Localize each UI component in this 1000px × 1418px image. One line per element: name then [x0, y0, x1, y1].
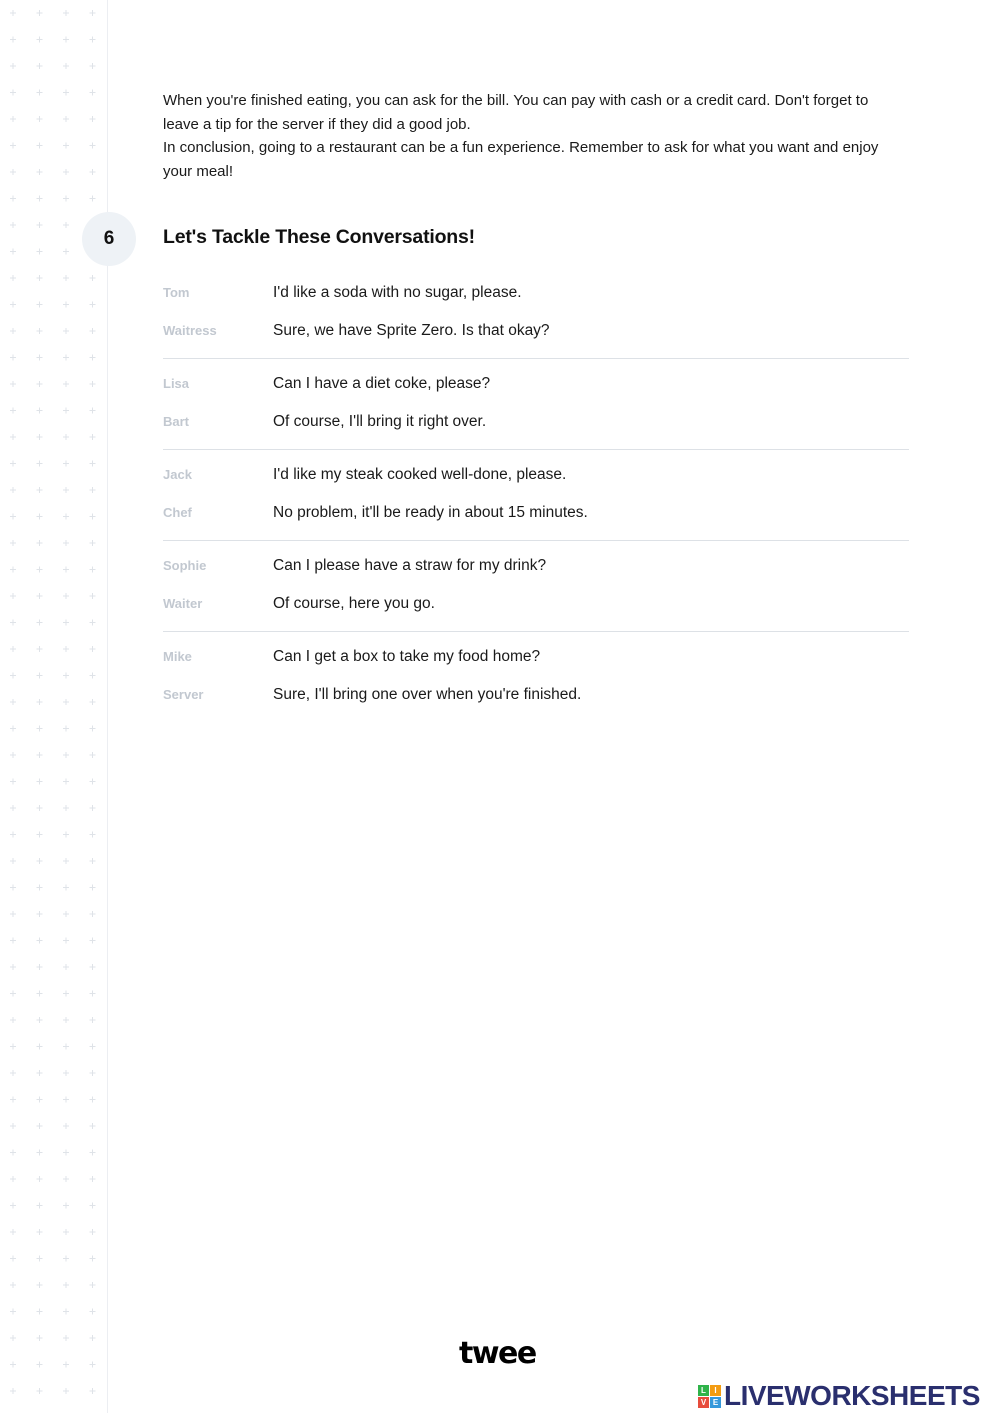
speaker-name: Tom: [163, 285, 190, 300]
section-title: Let's Tackle These Conversations!: [163, 226, 475, 248]
dialogue-text: Of course, I'll bring it right over.: [273, 412, 487, 430]
speaker-name: Waiter: [163, 595, 203, 611]
dialogue-line: [163, 638, 909, 676]
dialogue-line: [163, 494, 909, 532]
conversation-block: [163, 541, 909, 632]
dialogue-text: Can I please have a straw for my drink?: [273, 557, 547, 574]
dialogue-text: Can I get a box to take my food home?: [273, 648, 541, 665]
dialogue-line: [163, 547, 909, 585]
dialogue-text: I'd like my steak cooked well-done, please.: [273, 466, 567, 483]
dialogue-text: Can I have a diet coke, please?: [273, 375, 491, 392]
speaker-name: Bart: [163, 413, 190, 429]
dialogue-text: Sure, we have Sprite Zero. Is that okay?: [273, 321, 550, 339]
speaker-name: Mike: [163, 649, 192, 664]
intro-paragraph-1: When you're finished eating, you can ask for the bill. You can pay with cash or a credit card. Don't forget to leave a tip for the server if they did a good job.: [163, 92, 869, 133]
dialogue-text: I'd like a soda with no sugar, please.: [273, 284, 522, 301]
speaker-name: Server: [163, 686, 204, 702]
dialogue-text: Sure, I'll bring one over when you're finished.: [273, 685, 582, 703]
dot-grid-decoration: [0, 0, 108, 1413]
dialogue-line: [163, 456, 909, 494]
dialogue-line: [163, 365, 909, 403]
liveworksheets-wordmark: LIVEWORKSHEETS: [724, 1380, 980, 1411]
conversation-block: [163, 450, 909, 541]
section-number-badge: 6: [82, 212, 136, 266]
conversation-list: [163, 268, 909, 722]
intro-paragraph-2: In conclusion, going to a restaurant can be a fun experience. Remember to ask for what you want and enjoy your meal!: [163, 139, 879, 180]
conversation-block: [163, 632, 909, 722]
dialogue-text: No problem, it'll be ready in about 15 minutes.: [273, 503, 588, 521]
speaker-name: Sophie: [163, 558, 207, 573]
speaker-name: Waitress: [163, 322, 217, 338]
liveworksheets-logo-icon: [698, 1385, 721, 1408]
dialogue-line: [163, 585, 909, 623]
logo-square: V: [698, 1397, 709, 1408]
speaker-name: Jack: [163, 467, 192, 482]
dialogue-line: [163, 312, 909, 350]
dialogue-line: [163, 274, 909, 312]
logo-square: E: [710, 1397, 721, 1408]
dialogue-text: Of course, here you go.: [273, 594, 435, 612]
conversation-block: [163, 359, 909, 450]
logo-square: I: [710, 1385, 721, 1396]
speaker-name: Chef: [163, 504, 192, 520]
intro-text: [163, 89, 903, 183]
liveworksheets-watermark[interactable]: [698, 1380, 980, 1412]
twee-logo: twee: [459, 1336, 536, 1371]
dialogue-line: [163, 403, 909, 441]
conversation-block: [163, 268, 909, 359]
speaker-name: Lisa: [163, 376, 190, 391]
logo-square: L: [698, 1385, 709, 1396]
margin-grid: [0, 0, 108, 1413]
dialogue-line: [163, 676, 909, 714]
